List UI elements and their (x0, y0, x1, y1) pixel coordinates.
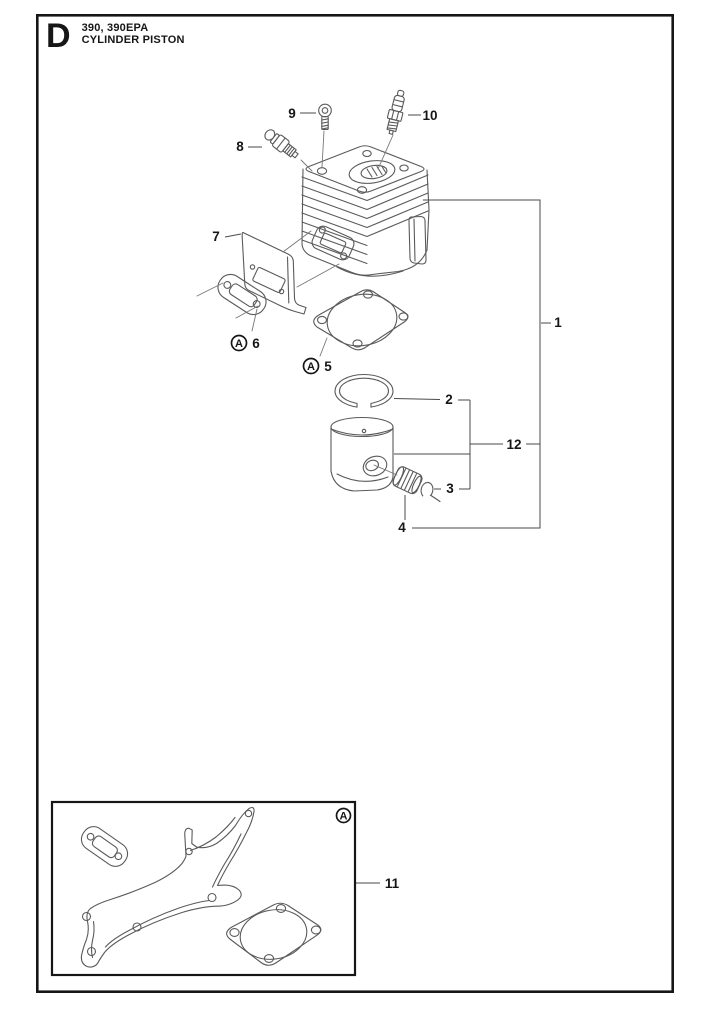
callout-9: 9 (288, 106, 296, 121)
callout-1: 1 (554, 315, 562, 330)
cylinder-gasket-drawing (314, 289, 408, 350)
callout-5: 5 (324, 359, 332, 374)
callout-labels (212, 106, 562, 891)
callout-3: 3 (446, 481, 454, 496)
callout-11: 11 (384, 876, 400, 891)
assembly-markers (232, 336, 351, 823)
callout-2: 2 (445, 392, 453, 407)
gasket-kit-box (52, 802, 355, 975)
callout-4: 4 (398, 520, 406, 535)
section-letter: D (46, 17, 71, 55)
assembly-marker-kit (337, 809, 351, 823)
leader-2a (394, 399, 440, 400)
circlip-drawing (420, 481, 440, 501)
model-line: 390, 390EPA (81, 22, 149, 34)
kit-cylinder-gasket (227, 903, 321, 965)
assembly-marker-6 (232, 336, 247, 351)
assembly-marker-5-letter: A (307, 361, 315, 373)
assembly-marker-kit-letter: A (339, 810, 348, 823)
callout-lines (225, 113, 551, 883)
callout-10: 10 (422, 108, 438, 123)
kit-muffler-gasket (77, 822, 132, 870)
cylinder-drawing (302, 146, 429, 276)
decompression-valve-drawing (262, 127, 301, 162)
callout-7: 7 (212, 229, 220, 244)
spark-plug-drawing (384, 89, 408, 136)
screw-drawing (319, 104, 332, 129)
kit-crankcase-gasket (81, 808, 254, 968)
callout-6: 6 (252, 336, 260, 351)
piston-drawing (331, 418, 393, 492)
leader-7 (225, 234, 241, 237)
bracket-1 (412, 200, 540, 528)
heat-shield-drawing (242, 232, 306, 314)
piston-ring-drawing (335, 375, 393, 410)
assembly-marker-5 (304, 359, 319, 374)
muffler-gasket-drawing (213, 270, 270, 319)
gasket-kit-contents (77, 808, 321, 968)
callout-8: 8 (236, 139, 244, 154)
needle-bearing-drawing (391, 465, 424, 495)
callout-12: 12 (506, 437, 522, 452)
assembly-marker-6-letter: A (235, 338, 243, 350)
page-title: CYLINDER PISTON (81, 34, 185, 46)
